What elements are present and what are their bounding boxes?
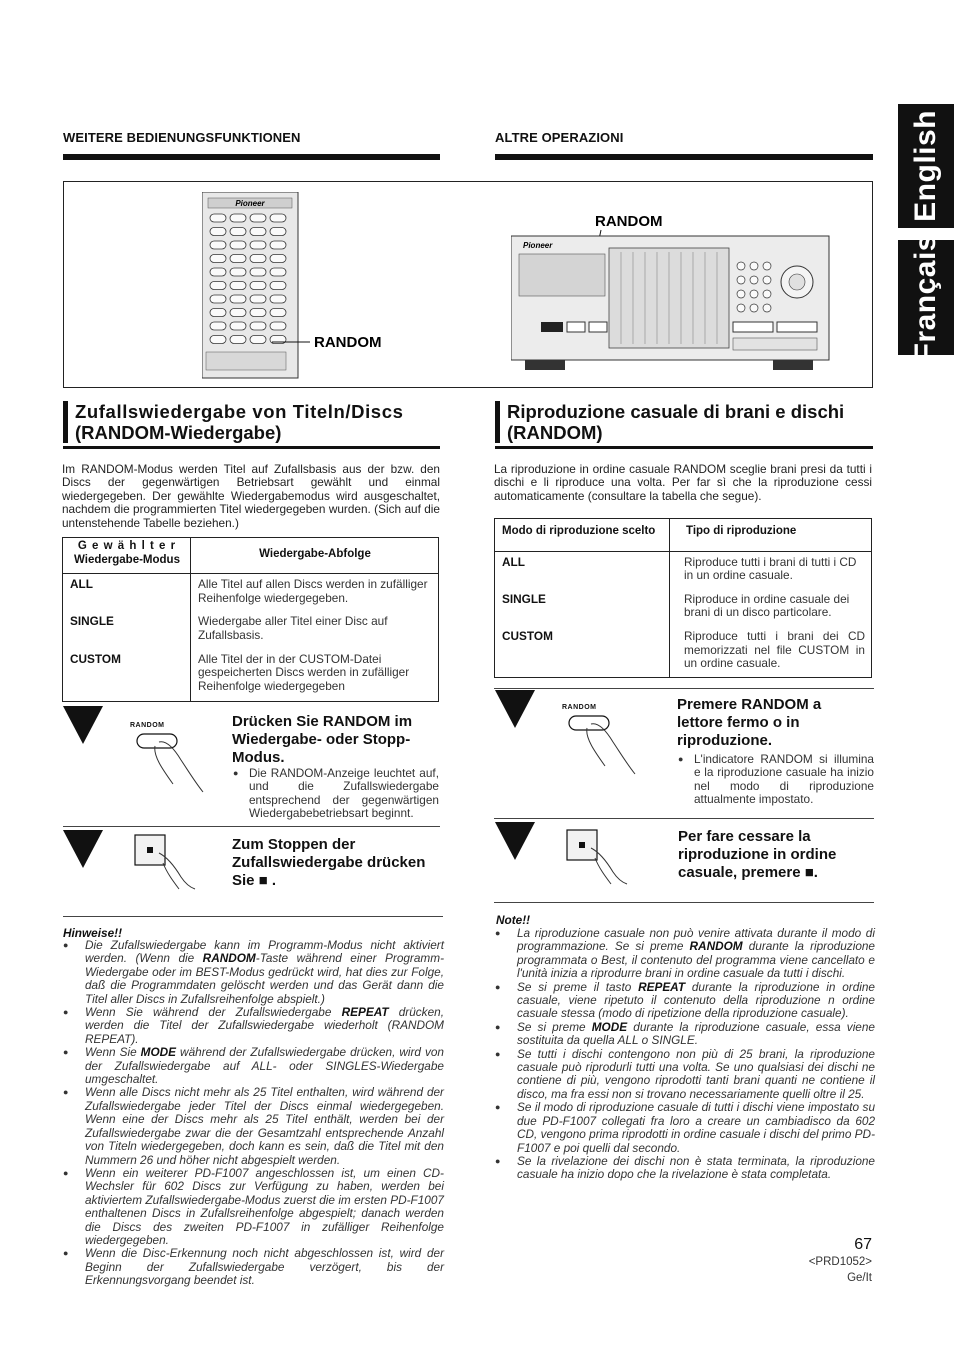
remote-button [270, 255, 286, 263]
remote-button [250, 309, 266, 317]
random-button-press-icon [133, 730, 223, 800]
list-item: ● Se si preme MODE durante la riproduzione casuale, essa viene sostituita da quella ALL o SINGLE. [495, 1021, 875, 1048]
stop-button-press-icon [133, 833, 223, 893]
remote-button [230, 322, 246, 330]
table-row: ALL Riproduce tutti i brani di tutti i CD in un ordine casuale. [495, 551, 872, 589]
remote-button [210, 336, 226, 344]
random-button-label-it: RANDOM [562, 704, 597, 711]
tab-francais[interactable]: Français [898, 240, 954, 355]
table-row: SINGLE Riproduce in ordine casuale dei brani di un disco particolare. [495, 589, 872, 626]
header-rule-de [63, 154, 440, 160]
remote-button [250, 295, 266, 303]
language-code: Ge/It [847, 1272, 872, 1284]
list-item: ● Wenn die Disc-Erkennung noch nicht abgeschlossen ist, wird der Beginn der Zufallswiedergabe verzögert, bis der Erkennungsvorgang beendet ist. [63, 1247, 444, 1287]
remote-button [210, 255, 226, 263]
table-head-mode: Modo di riproduzione scelto [495, 519, 670, 552]
mode-table-it [494, 518, 872, 678]
remote-button [230, 268, 246, 276]
svg-text:Pioneer: Pioneer [523, 241, 553, 250]
divider [63, 826, 440, 827]
remote-button [230, 214, 246, 222]
remote-button [250, 255, 266, 263]
list-item: ● Die Zufallswiedergabe kann im Programm-Modus nicht aktiviert werden. (Wenn die RANDOM-Taste während einer Programm-Wiedergabe oder im BEST-Modus gedrückt wird, hat dies zur Folge, daß die Programmdaten gelöscht werden und das Gerät dann die Titel aller Discs in Zufallsreihenfolge abspielt.) [63, 939, 444, 1006]
step1-bullet-it: ● L'indicatore RANDOM si illumina e la riproduzione casuale ha inizio nel modo di riproduzione attualmente impostato. [678, 753, 874, 807]
list-item: ● Wenn Sie während der Zufallswiedergabe REPEAT drücken, werden die Titel der Zufallswiedergabe wiederholt (RANDOM REPEAT). [63, 1006, 444, 1046]
mode-table-de [62, 537, 439, 702]
list-item: ● Se si preme il tasto REPEAT durante la riproduzione in ordine casuale, viene ripetuto il contenuto della riproduzione n ordine casuale stessa (modo di ripetizione della riproduzione casuale). [495, 981, 875, 1021]
step1-bullet-de: ● Die RANDOM-Anzeige leuchtet auf, und die Zufallswiedergabe entsprechend der gegenwärtigen Wiedergabebetriebsart beginnt. [233, 767, 439, 821]
remote-button [270, 228, 286, 236]
notes-title-de: Hinweise!! [63, 926, 122, 940]
list-item: ● Se tutti i dischi contengono non più di 25 brani, la riproduzione casuale può riprodurli tutti una volta. Se uno qualsiasi dei dischi ne contiene di più, vengono riprodotti tanti brani quanti ne contiene il disco, ma fra essi non si trovano necessariamente quelli oltre il 25. [495, 1048, 875, 1102]
notes-title-it: Note!! [496, 913, 531, 927]
section-rule-it [495, 446, 873, 449]
remote-button [210, 268, 226, 276]
remote-button [250, 322, 266, 330]
remote-button [250, 214, 266, 222]
remote-button [250, 228, 266, 236]
header-rule-it [495, 154, 873, 160]
notes-list-de [63, 939, 444, 1288]
page-number: 67 [854, 1236, 872, 1253]
remote-button [270, 309, 286, 317]
remote-button [270, 282, 286, 290]
remote-button [210, 228, 226, 236]
remote-button [230, 282, 246, 290]
list-item: ● Wenn ein weiterer PD-F1007 angeschlossen ist, um einen CD-Wechsler für 602 Discs zur Verfügung zu haben, werden bei aktiviertem Zufallswiedergabe-Modus zuerst die im ersten PD-F1007 enthaltenen Discs in Zufallsreihenfolge abgespielt; danach werden die Discs des zweiten PD-F1007 in zufälliger Reihenfolge wiedergegeben. [63, 1167, 444, 1247]
remote-control-illustration [202, 192, 422, 382]
random-button-press-icon [565, 712, 655, 782]
remote-button [210, 322, 226, 330]
remote-button [210, 282, 226, 290]
table-row: CUSTOM Riproduce tutti i brani dei CD memorizzati nel file CUSTOM in un ordine casuale. [495, 626, 872, 677]
list-item: ● Wenn alle Discs nicht mehr als 25 Titel enthalten, wird während der Zufallswiedergabe jeder Titel der Discs einmal wiedergegeben. Wenn eine der Discs mehr als 25 Titel enthält, werden bei der Zufallswiedergabe zwar die der Gesamtzahl entsprechende Anzahl von Titeln wiedergegeben, doch kann es sein, daß die Titel mit den Nummern 26 und höher nicht abgespielt werden. [63, 1086, 444, 1166]
section-title-it: Riproduzione casuale di brani e dischi (RANDOM) [495, 401, 875, 443]
player-random-label: RANDOM [595, 213, 663, 230]
remote-button [270, 241, 286, 249]
step1-title-de: Drücken Sie RANDOM im Wiedergabe- oder Stopp-Modus. [232, 713, 413, 766]
table-row: ALL Alle Titel auf allen Discs werden in zufälliger Reihenfolge wiedergegeben. [63, 574, 439, 612]
list-item: ● La riproduzione casuale non può venire attivata durante il modo di programmazione. Se si preme RANDOM durante la riproduzione programmata o Best, il contenuto del programma viene cancellato e l'unità inizia a riprodurre brani in ordine casuale da tutti i dischi. [495, 927, 875, 981]
divider [494, 688, 874, 689]
header-title-de: WEITERE BEDIENUNGSFUNKTIONEN [63, 130, 301, 145]
intro-it: La riproduzione in ordine casuale RANDOM sceglie brani presi da tutti i dischi e li riproduce una volta. Per far sì che la riproduzione cessi automaticamente (consultare la tabella che segue). [494, 462, 872, 503]
remote-button [210, 295, 226, 303]
remote-button [230, 255, 246, 263]
remote-button [270, 268, 286, 276]
remote-button [210, 214, 226, 222]
section-title-de: Zufallswiedergabe von Titeln/Discs (RANDOM-Wiedergabe) [63, 401, 443, 443]
remote-button [270, 214, 286, 222]
remote-button [230, 228, 246, 236]
random-button-label-de: RANDOM [130, 722, 165, 729]
remote-random-label: RANDOM [314, 334, 382, 351]
remote-button [250, 336, 266, 344]
step-arrow-de-1 [63, 706, 103, 744]
list-item: ● Wenn Sie MODE während der Zufallswiedergabe drücken, wird von der Zufallswiedergabe auf ALL- oder SINGLES-Wiedergabe umgeschaltet. [63, 1046, 444, 1086]
tab-english[interactable]: English [898, 104, 954, 228]
table-row: SINGLE Wiedergabe aller Titel einer Disc auf Zufallsbasis. [63, 611, 439, 648]
section-rule-de [63, 446, 440, 449]
remote-button [270, 322, 286, 330]
remote-button [210, 241, 226, 249]
step1-title-it: Premere RANDOM a lettore fermo o in riproduzione. [677, 696, 822, 749]
divider [494, 902, 874, 903]
remote-button [230, 336, 246, 344]
divider [63, 916, 443, 917]
table-row: CUSTOM Alle Titel der in der CUSTOM-Datei gespeicherten Discs werden in zufälliger Reihenfolge wiedergegeben [63, 649, 439, 702]
table-head-mode: G e w ä h l t e r Wiedergabe-Modus [63, 538, 191, 574]
svg-text:Pioneer: Pioneer [235, 199, 265, 208]
table-head-sequence: Wiedergabe-Abfolge [191, 538, 439, 574]
remote-button [230, 309, 246, 317]
remote-button [270, 295, 286, 303]
table-head-type: Tipo di riproduzione [670, 519, 872, 552]
remote-button [250, 282, 266, 290]
remote-button [210, 309, 226, 317]
document-code: <PRD1052> [808, 1256, 872, 1268]
header-title-it: ALTRE OPERAZIONI [495, 130, 624, 145]
remote-button [250, 241, 266, 249]
illustration-box [63, 181, 873, 388]
step-arrow-it-2 [495, 822, 535, 860]
step-arrow-it-1 [495, 690, 535, 728]
step2-title-de: Zum Stoppen der Zufallswiedergabe drücken Sie ■ . [232, 836, 426, 889]
remote-button [250, 268, 266, 276]
list-item: ● Se la rivelazione dei dischi non è stata terminata, la riproduzione casuale ha inizio dopo che la rivelazione è stata completata. [495, 1155, 875, 1182]
step-arrow-de-2 [63, 830, 103, 868]
step2-title-it: Per fare cessare la riproduzione in ordine casuale, premere ■. [678, 828, 837, 881]
notes-list-it [495, 927, 875, 1182]
list-item: ● Se il modo di riproduzione casuale di tutti i dischi viene impostato su due PD-F1007 collegati fra loro a creare un cambiadisco da 602 CD, vengono prima riprodotti in ordine casuale i dischi del primo PD-F1007 e poi quelli dal secondo. [495, 1101, 875, 1155]
stop-button-press-icon [565, 828, 655, 888]
intro-de: Im RANDOM-Modus werden Titel auf Zufallsbasis aus der bzw. den Discs der gegenwärtigen Betriebsart gewählt und einmal wiedergegeben. Der gewählte Wiedergabemodus wird ausgeschaltet, nachdem die programmierten Titel wiedergegeben wurden. (Sich auf die untenstehende Tabelle beziehen.) [62, 462, 440, 530]
remote-button [230, 295, 246, 303]
cd-player-illustration [511, 204, 833, 382]
remote-button [230, 241, 246, 249]
divider [494, 818, 874, 819]
